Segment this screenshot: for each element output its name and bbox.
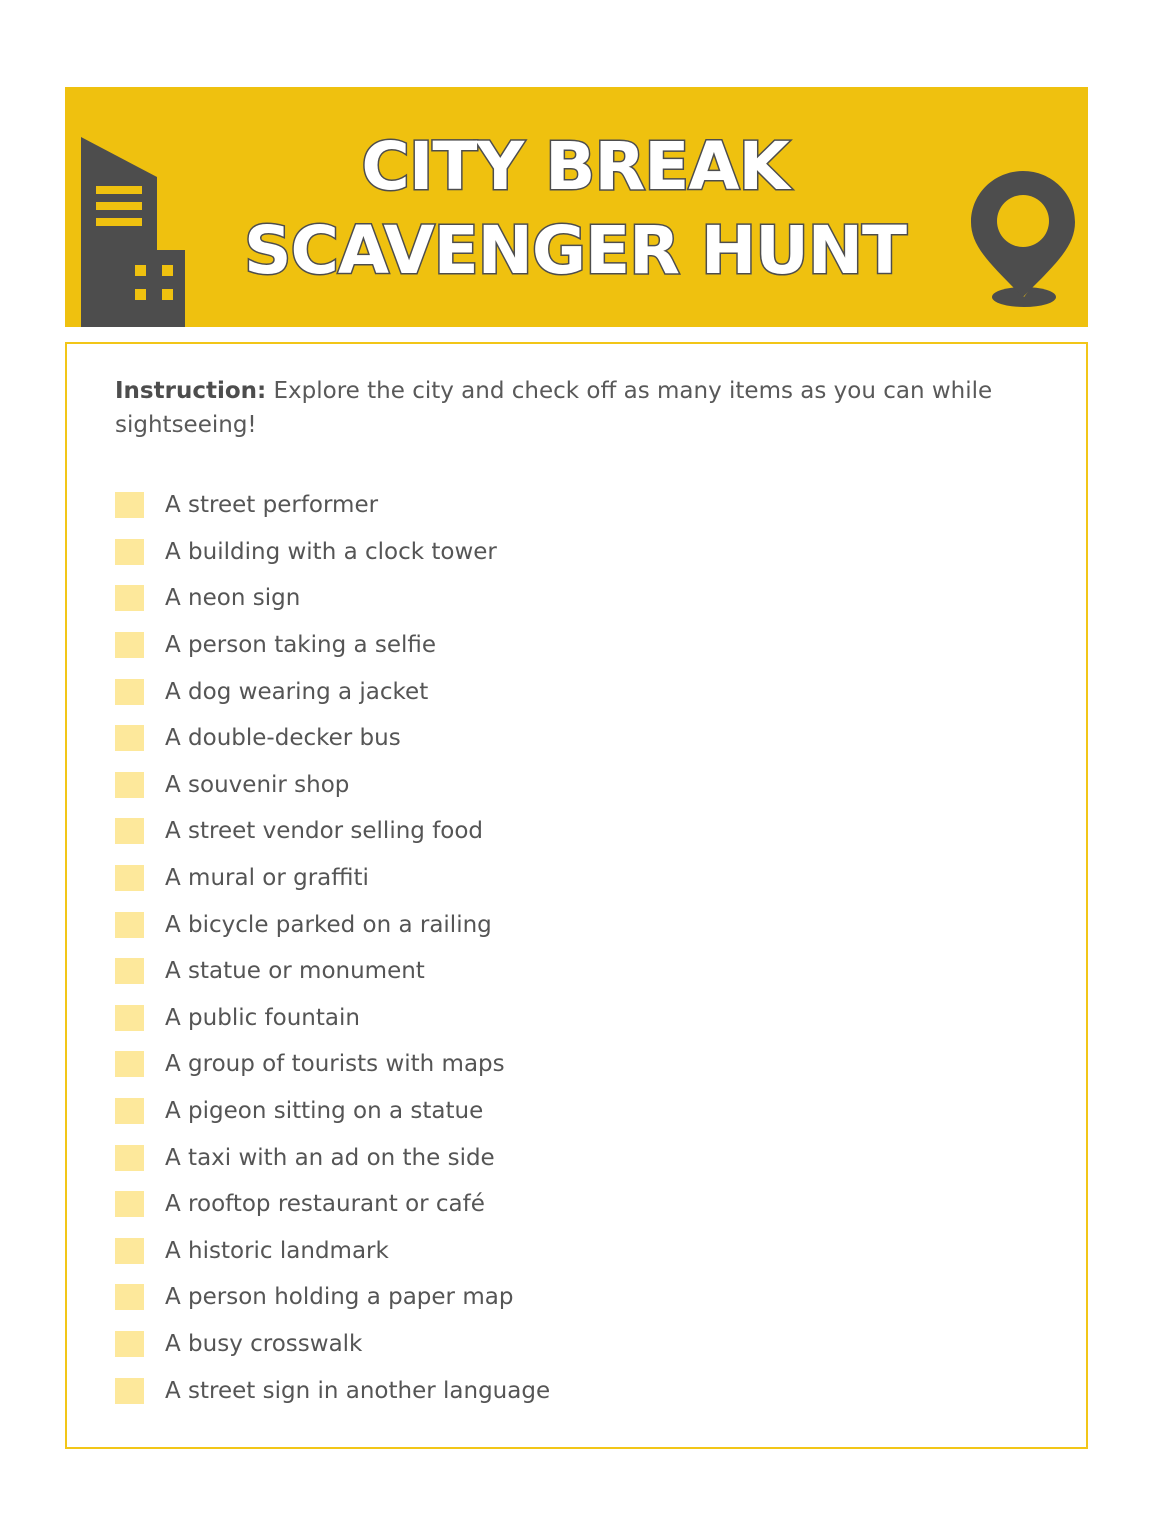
checkbox[interactable]	[115, 772, 144, 798]
checkbox[interactable]	[115, 1238, 144, 1264]
list-item[interactable]	[115, 1088, 550, 1135]
checkbox[interactable]	[115, 1378, 144, 1404]
checkbox[interactable]	[115, 1191, 144, 1217]
item-label: A statue or monument	[165, 958, 425, 985]
list-item[interactable]	[115, 529, 550, 576]
instruction-label: Instruction:	[115, 378, 267, 404]
item-label: A busy crosswalk	[165, 1330, 363, 1357]
header-banner	[65, 87, 1088, 327]
list-item[interactable]	[115, 1134, 550, 1181]
item-label: A pigeon sitting on a statue	[165, 1098, 484, 1125]
checkbox[interactable]	[115, 912, 144, 938]
list-item[interactable]	[115, 1181, 550, 1228]
checkbox[interactable]	[115, 1051, 144, 1077]
page-title	[185, 125, 965, 293]
map-pin-icon	[971, 171, 1075, 309]
checkbox[interactable]	[115, 1005, 144, 1031]
checkbox[interactable]	[115, 632, 144, 658]
list-item[interactable]	[115, 995, 550, 1042]
list-item[interactable]	[115, 715, 550, 762]
item-label: A street vendor selling food	[165, 818, 484, 845]
city-building-icon	[81, 137, 185, 327]
item-label: A person taking a selfie	[165, 632, 437, 659]
list-item[interactable]	[115, 762, 550, 809]
checkbox[interactable]	[115, 865, 144, 891]
item-label: A dog wearing a jacket	[165, 678, 429, 705]
item-label: A street performer	[165, 492, 379, 519]
checkbox[interactable]	[115, 1331, 144, 1357]
checkbox[interactable]	[115, 1145, 144, 1171]
checkbox[interactable]	[115, 585, 144, 611]
checkbox[interactable]	[115, 492, 144, 518]
item-label: A mural or graffiti	[165, 865, 369, 892]
list-item[interactable]	[115, 1041, 550, 1088]
checkbox[interactable]	[115, 725, 144, 751]
list-item[interactable]	[115, 622, 550, 669]
instruction-text	[115, 374, 1045, 442]
title-line-2: SCAVENGER HUNT	[243, 212, 907, 289]
list-item[interactable]	[115, 1367, 550, 1414]
item-label: A street sign in another language	[165, 1377, 551, 1404]
checkbox[interactable]	[115, 958, 144, 984]
item-label: A building with a clock tower	[165, 538, 497, 565]
list-item[interactable]	[115, 901, 550, 948]
list-item[interactable]	[115, 1274, 550, 1321]
list-item[interactable]	[115, 668, 550, 715]
item-label: A historic landmark	[165, 1237, 389, 1264]
checklist-card	[65, 342, 1088, 1449]
item-label: A bicycle parked on a railing	[165, 911, 492, 938]
item-label: A souvenir shop	[165, 771, 350, 798]
title-line-1: CITY BREAK	[361, 128, 789, 205]
list-item[interactable]	[115, 1321, 550, 1368]
list-item[interactable]	[115, 808, 550, 855]
item-label: A neon sign	[165, 585, 301, 612]
checkbox[interactable]	[115, 539, 144, 565]
list-item[interactable]	[115, 482, 550, 529]
list-item[interactable]	[115, 855, 550, 902]
item-label: A double-decker bus	[165, 725, 401, 752]
checkbox[interactable]	[115, 1284, 144, 1310]
checkbox[interactable]	[115, 679, 144, 705]
item-label: A group of tourists with maps	[165, 1051, 505, 1078]
item-label: A taxi with an ad on the side	[165, 1144, 495, 1171]
item-label: A person holding a paper map	[165, 1284, 514, 1311]
item-label: A rooftop restaurant or café	[165, 1191, 485, 1218]
item-label: A public fountain	[165, 1004, 360, 1031]
list-item[interactable]	[115, 1228, 550, 1275]
checklist	[115, 482, 550, 1414]
checkbox[interactable]	[115, 818, 144, 844]
list-item[interactable]	[115, 948, 550, 995]
list-item[interactable]	[115, 575, 550, 622]
checkbox[interactable]	[115, 1098, 144, 1124]
instruction-body: Explore the city and check off as many items as you can while sightseeing!	[115, 378, 993, 438]
